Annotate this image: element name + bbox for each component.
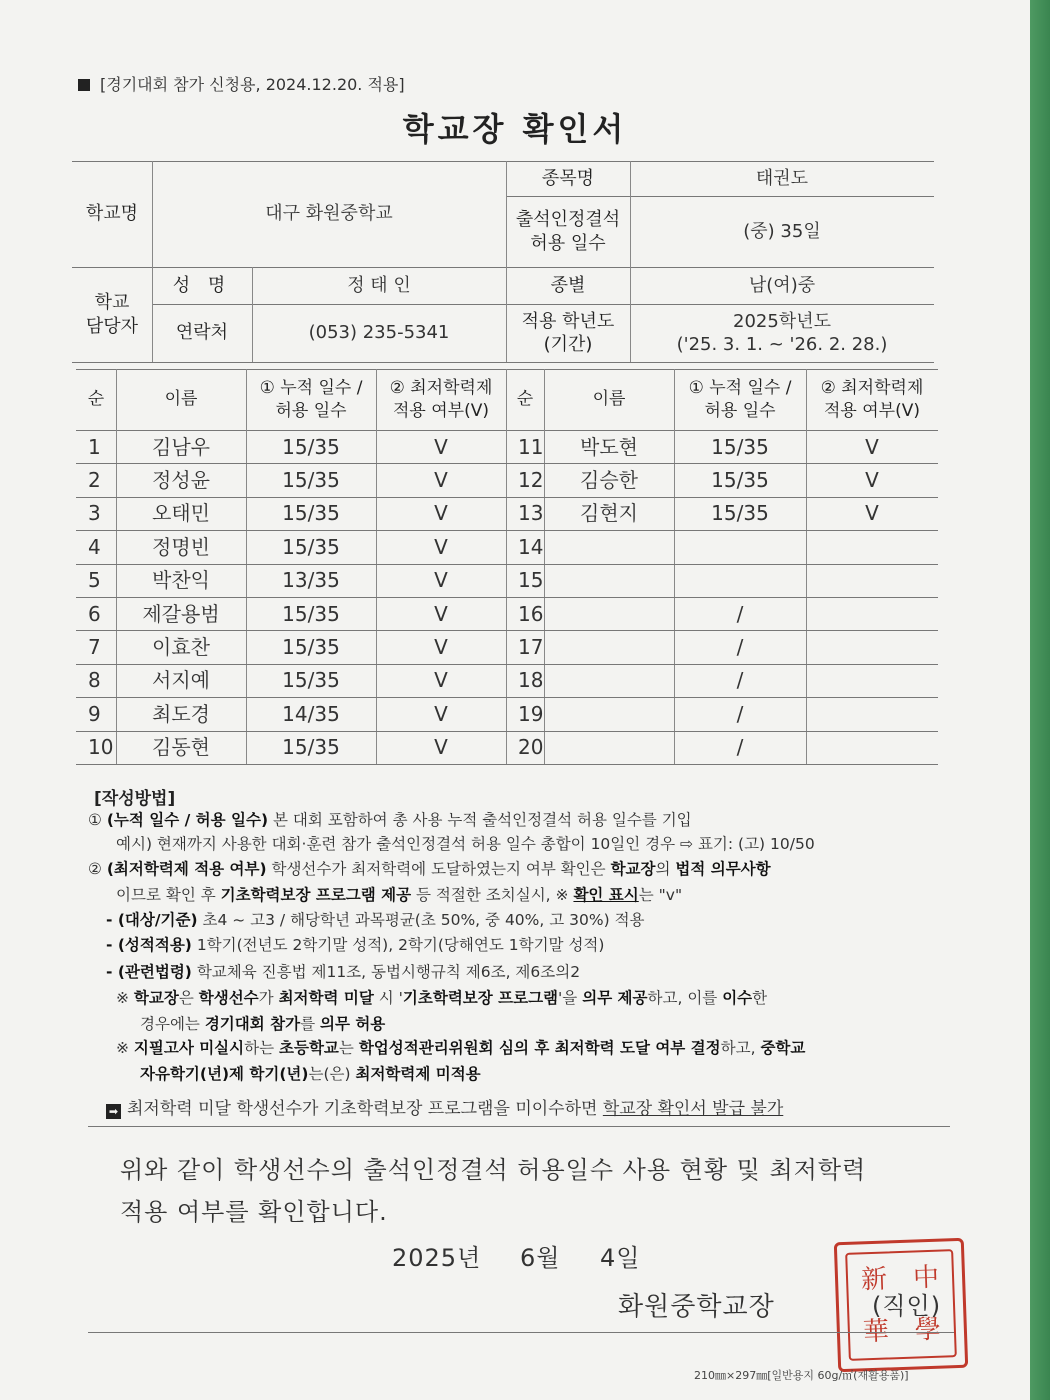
acad-check: V: [434, 601, 448, 626]
confirm-line-1: 위와 같이 학생선수의 출석인정결석 허용일수 사용 현황 및 최저학력: [120, 1156, 867, 1184]
days-ratio: 15/35: [282, 635, 340, 660]
guide-line: ※ 지필고사 미실시하는 초등학교는 학업성적관리위원회 심의 후 최저학력 도달 여부 결정하고, 중학교: [116, 1039, 806, 1057]
acad-check: V: [434, 701, 448, 726]
student-name: 김동현: [152, 735, 210, 760]
allow-days-label: 출석인정결석 허용 일수: [515, 209, 621, 254]
header-acad-right: ② 최저학력제 적용 여부(V): [820, 378, 924, 421]
guide-line: - (대상/기준) 초4 ~ 고3 / 해당학년 과목평균(초 50%, 중 40%, 고 30%) 적용: [106, 911, 645, 929]
row-no: 19: [518, 701, 544, 726]
acad-check: V: [434, 468, 448, 493]
row-no: 12: [518, 468, 544, 493]
days-ratio: 13/35: [282, 568, 340, 593]
guide-warning: ➡ 최저학력 미달 학생선수가 기초학력보장 프로그램을 미이수하면 학교장 확인서 발급 불가: [106, 1094, 783, 1119]
seal-char: 學: [914, 1314, 942, 1346]
days-ratio: 15/35: [282, 601, 340, 626]
guide-heading: [작성방법]: [94, 789, 176, 809]
acad-check: V: [865, 468, 879, 493]
row-no: 2: [88, 468, 101, 493]
sport-value: 태권도: [755, 167, 809, 189]
days-ratio: 15/35: [282, 534, 340, 559]
days-ratio: 15/35: [282, 735, 340, 760]
name-value: 정 태 인: [347, 274, 411, 296]
arrow-box-icon: ➡: [106, 1104, 121, 1119]
row-no: 20: [518, 735, 544, 760]
days-ratio: 15/35: [711, 434, 769, 459]
days-ratio: 15/35: [282, 501, 340, 526]
header-name-left: 이름: [164, 389, 198, 410]
sport-label: 종목명: [541, 167, 595, 189]
guide-line: - (관련법령) 학교체육 진흥법 제11조, 동법시행규칙 제6조, 제6조의2: [106, 963, 581, 981]
student-name: 김남우: [152, 434, 210, 459]
contact-value: (053) 235-5341: [308, 322, 450, 344]
row-no: 10: [88, 735, 114, 760]
acad-check: [806, 597, 938, 630]
acad-check: V: [865, 501, 879, 526]
row-no: 6: [88, 601, 101, 626]
student-name: 정명빈: [152, 534, 210, 559]
row-no: 15: [518, 568, 544, 593]
header-name-right: 이름: [592, 389, 626, 410]
guide-line: 자유학기(년)제 학기(년)는(은) 최저학력제 미적용: [140, 1065, 481, 1083]
confirm-line-2: 적용 여부를 확인합니다.: [120, 1198, 388, 1226]
seal-char: 中: [912, 1262, 940, 1294]
header-days-left: ① 누적 일수 / 허용 일수: [259, 378, 363, 421]
acad-check: V: [865, 434, 879, 459]
acad-check: V: [434, 501, 448, 526]
student-name: 제갈용범: [142, 601, 220, 626]
acad-check: V: [434, 568, 448, 593]
student-name: [544, 564, 674, 597]
seal-char: 華: [862, 1316, 890, 1348]
row-no: 4: [88, 534, 101, 559]
student-name: 정성윤: [152, 468, 210, 493]
row-no: 1: [88, 434, 101, 459]
row-no: 7: [88, 635, 101, 660]
acad-check: [806, 731, 938, 764]
paper-spec-footer: 210㎜×297㎜[일반용지 60g/㎡(재활용품)]: [694, 1369, 909, 1382]
student-name: [544, 630, 674, 663]
student-name: [544, 731, 674, 764]
acad-check: [806, 697, 938, 730]
days-ratio: 15/35: [711, 468, 769, 493]
student-name: 박찬익: [152, 568, 210, 593]
days-ratio: 14/35: [282, 701, 340, 726]
student-name: 이효찬: [152, 635, 210, 660]
row-no: 11: [518, 434, 544, 459]
days-ratio: /: [736, 701, 744, 726]
student-name: 오태민: [152, 501, 210, 526]
acad-check: [806, 564, 938, 597]
student-name: 최도경: [152, 701, 210, 726]
student-name: [544, 664, 674, 697]
header-days-right: ① 누적 일수 / 허용 일수: [688, 378, 792, 421]
guide-line: 이므로 확인 후 기초학력보장 프로그램 제공 등 적절한 조치실시, ※ 확인 표시는 "v": [116, 886, 683, 904]
contact-label: 연락처: [175, 322, 229, 344]
student-name: [544, 597, 674, 630]
student-name: 김승한: [580, 468, 638, 493]
acad-check: V: [434, 635, 448, 660]
days-ratio: /: [736, 735, 744, 760]
student-name: [544, 697, 674, 730]
days-ratio: /: [736, 635, 744, 660]
signer-name: 화원중학교장: [618, 1292, 775, 1322]
row-no: 17: [518, 635, 544, 660]
days-ratio: [674, 564, 806, 597]
seal-mark: (직인): [872, 1292, 942, 1320]
days-ratio: 15/35: [711, 501, 769, 526]
days-ratio: [674, 530, 806, 563]
allow-days-value: (중) 35일: [743, 220, 821, 242]
days-ratio: 15/35: [282, 434, 340, 459]
confirm-day: 4일: [600, 1244, 641, 1272]
confirm-year: 2025년: [392, 1244, 482, 1272]
row-no: 14: [518, 534, 544, 559]
header-note: [경기대회 참가 신청용, 2024.12.20. 적용]: [78, 72, 405, 95]
header-no-left: 순: [87, 389, 105, 410]
acad-check: V: [434, 735, 448, 760]
days-ratio: /: [736, 601, 744, 626]
guide-line: ※ 학교장은 학생선수가 최저학력 미달 시 '기초학력보장 프로그램'을 의무 제공하고, 이를 이수한: [116, 989, 768, 1007]
guide-line: 예시) 현재까지 사용한 대회·훈련 참가 출석인정결석 허용 일수 총합이 10일인 경우 ⇨ 표기: (고) 10/50: [116, 835, 815, 853]
header-no-right: 순: [516, 389, 534, 410]
background-edge: [1030, 0, 1050, 1400]
guide-line: 경우에는 경기대회 참가를 의무 허용: [140, 1015, 386, 1033]
row-no: 18: [518, 668, 544, 693]
row-no: 5: [88, 568, 101, 593]
days-ratio: 15/35: [282, 668, 340, 693]
document-title: 학교장 확인서: [402, 110, 628, 148]
gender-value: 남(여)중: [748, 274, 816, 296]
acad-check: V: [434, 534, 448, 559]
row-no: 8: [88, 668, 101, 693]
student-name: 김현지: [580, 501, 638, 526]
header-acad-left: ② 최저학력제 적용 여부(V): [389, 378, 493, 421]
student-name: 서지예: [152, 668, 210, 693]
confirm-month: 6월: [520, 1244, 561, 1272]
school-value: 대구 화원중학교: [265, 203, 393, 225]
gender-label: 종별: [550, 274, 586, 296]
days-ratio: /: [736, 668, 744, 693]
row-no: 9: [88, 701, 101, 726]
acad-check: [806, 530, 938, 563]
acad-check: V: [434, 668, 448, 693]
acad-check: V: [434, 434, 448, 459]
year-value: 2025학년도 ('25. 3. 1. ~ '26. 2. 28.): [676, 310, 888, 355]
school-label: 학교명: [85, 203, 139, 225]
row-no: 3: [88, 501, 101, 526]
guide-line: ① (누적 일수 / 허용 일수) 본 대회 포함하여 총 사용 누적 출석인정결석 허용 일수를 기입: [88, 811, 692, 829]
student-name: 박도현: [580, 434, 638, 459]
guide-line: ② (최저학력제 적용 여부) 학생선수가 최저학력에 도달하였는지 여부 확인은 학교장의 법적 의무사항: [88, 860, 771, 878]
student-name: [544, 530, 674, 563]
officer-label: 학교 담당자: [85, 292, 139, 337]
seal-char: 新: [860, 1264, 888, 1296]
days-ratio: 15/35: [282, 468, 340, 493]
year-label: 적용 학년도 (기간): [521, 310, 615, 355]
row-no: 16: [518, 601, 544, 626]
acad-check: [806, 630, 938, 663]
square-bullet-icon: [78, 79, 90, 91]
row-no: 13: [518, 501, 544, 526]
guide-line: - (성적적용) 1학기(전년도 2학기말 성적), 2학기(당해연도 1학기말 성적): [106, 936, 605, 954]
acad-check: [806, 664, 938, 697]
name-label: 성 명: [172, 274, 232, 296]
